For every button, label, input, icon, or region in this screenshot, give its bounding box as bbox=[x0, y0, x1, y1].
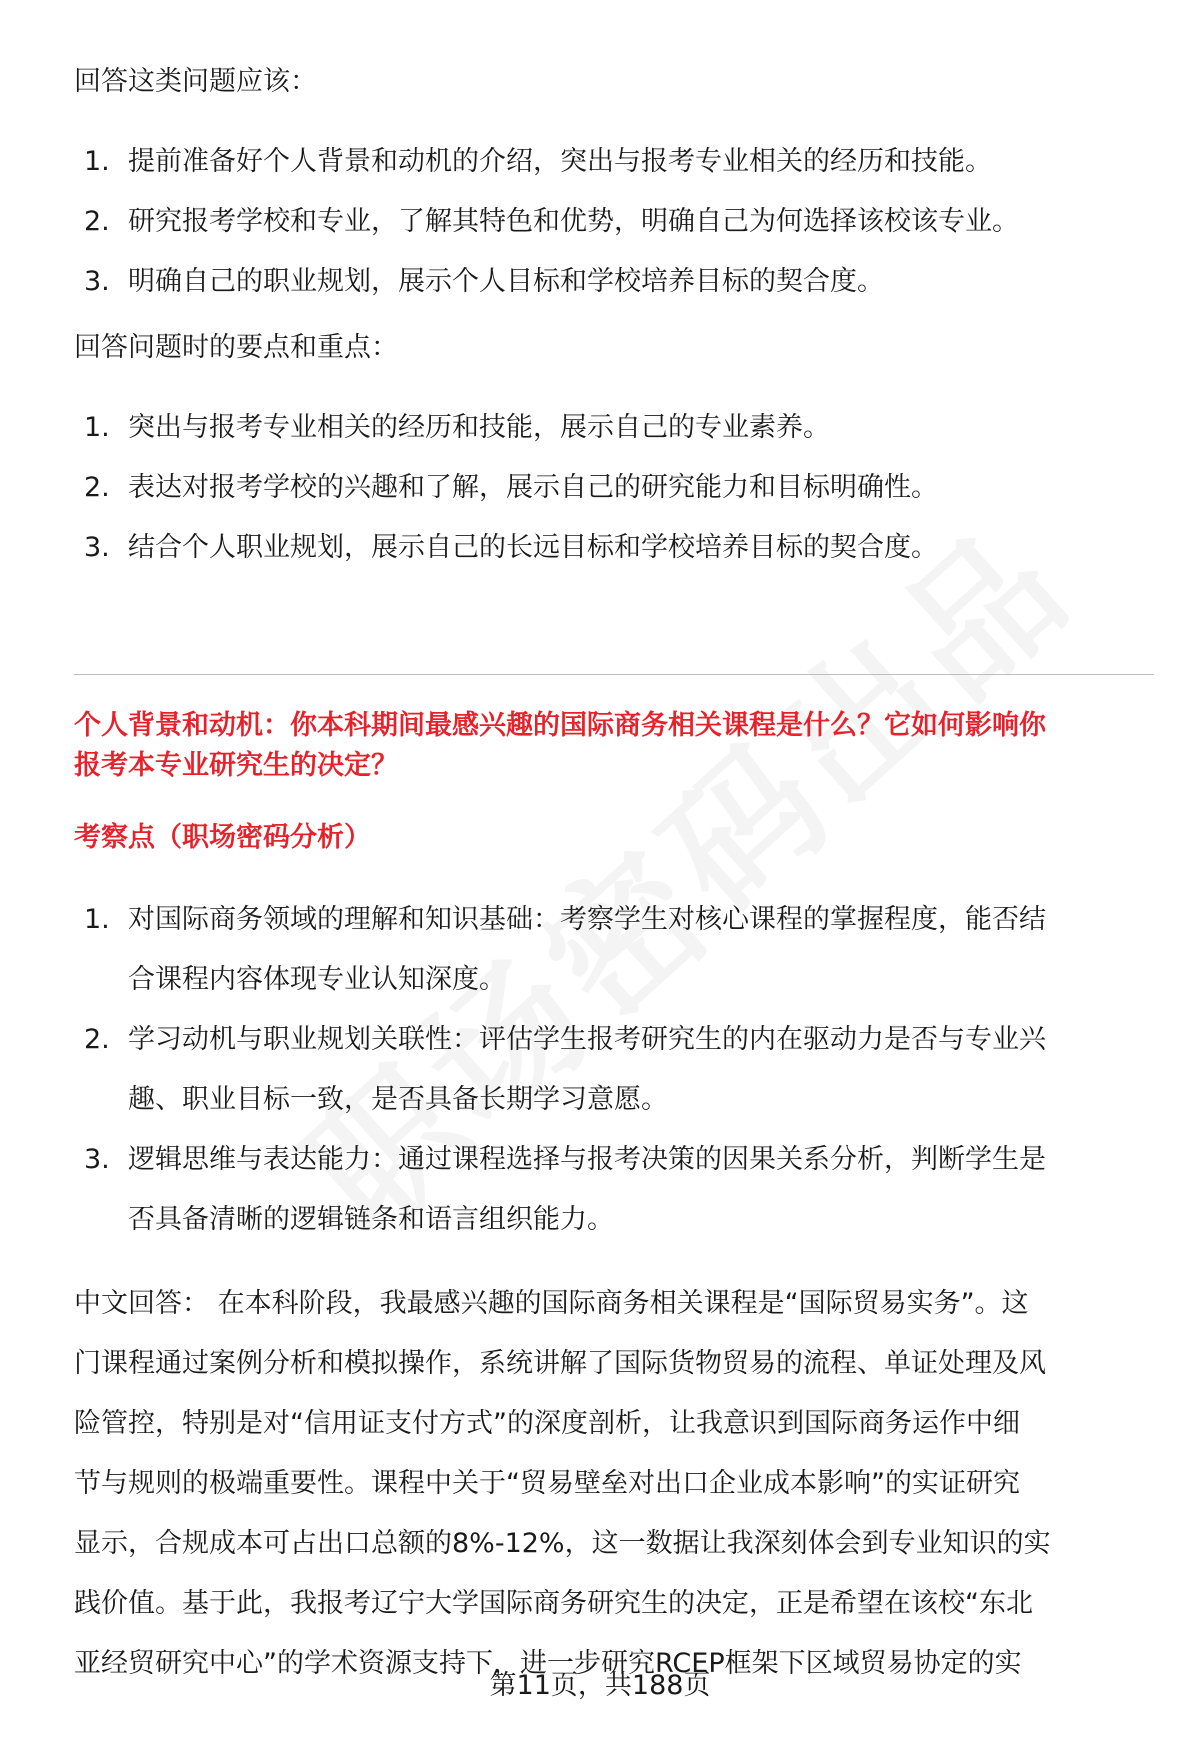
analysis-title: 考察点（职场密码分析） bbox=[74, 822, 371, 853]
answer-line: 亚经贸研究中心”的学术资源支持下，进一步研究RCEP框架下区域贸易协定的实 bbox=[74, 1648, 1022, 1679]
list-item: 3. 逻辑思维与表达能力：通过课程选择与报考决策的因果关系分析，判断学生是 否具备清晰的逻辑链条和语言组织能力。 bbox=[84, 1144, 1046, 1235]
analysis-points-list bbox=[74, 890, 1046, 1250]
question-title: 个人背景和动机：你本科期间最感兴趣的国际商务相关课程是什么？它如何影响你 报考本专业研究生的决定？ bbox=[74, 710, 1046, 781]
list-item: 1. 提前准备好个人背景和动机的介绍，突出与报考专业相关的经历和技能。 bbox=[84, 146, 992, 177]
answer-line: 险管控，特别是对“信用证支付方式”的深度剖析，让我意识到国际商务运作中细 bbox=[74, 1408, 1020, 1439]
list-item: 2. 表达对报考学校的兴趣和了解，展示自己的研究能力和目标明确性。 bbox=[84, 472, 938, 503]
answer-line: 门课程通过案例分析和模拟操作，系统讲解了国际货物贸易的流程、单证处理及风 bbox=[74, 1348, 1046, 1379]
list-item: 2. 学习动机与职业规划关联性：评估学生报考研究生的内在驱动力是否与专业兴 趣、职业目标一致，是否具备长期学习意愿。 bbox=[84, 1024, 1046, 1115]
list-item: 1. 突出与报考专业相关的经历和技能，展示自己的专业素养。 bbox=[84, 412, 830, 443]
answer-paragraph bbox=[74, 1274, 1154, 1694]
answer-line: 中文回答： 在本科阶段，我最感兴趣的国际商务相关课程是“国际贸易实务”。这 bbox=[74, 1288, 1029, 1319]
list-item: 3. 明确自己的职业规划，展示个人目标和学校培养目标的契合度。 bbox=[84, 266, 884, 297]
page-number: 第11页，共188页 bbox=[489, 1670, 711, 1701]
key-points-list bbox=[74, 398, 938, 578]
section-heading: 回答这类问题应该： bbox=[74, 66, 317, 97]
section-divider bbox=[74, 674, 1154, 675]
section-heading: 回答问题时的要点和重点： bbox=[74, 332, 398, 363]
answer-line: 节与规则的极端重要性。课程中关于“贸易壁垒对出口企业成本影响”的实证研究 bbox=[74, 1468, 1020, 1499]
list-item: 1. 对国际商务领域的理解和知识基础：考察学生对核心课程的掌握程度，能否结 合课程内容体现专业认知深度。 bbox=[84, 904, 1046, 995]
list-item: 3. 结合个人职业规划，展示自己的长远目标和学校培养目标的契合度。 bbox=[84, 532, 938, 563]
answer-line: 践价值。基于此，我报考辽宁大学国际商务研究生的决定，正是希望在该校“东北 bbox=[74, 1588, 1033, 1619]
list-item: 2. 研究报考学校和专业，了解其特色和优势，明确自己为何选择该校该专业。 bbox=[84, 206, 1019, 237]
answer-tips-list bbox=[74, 132, 1019, 312]
answer-line: 显示，合规成本可占出口总额的8%-12%，这一数据让我深刻体会到专业知识的实 bbox=[74, 1528, 1051, 1559]
